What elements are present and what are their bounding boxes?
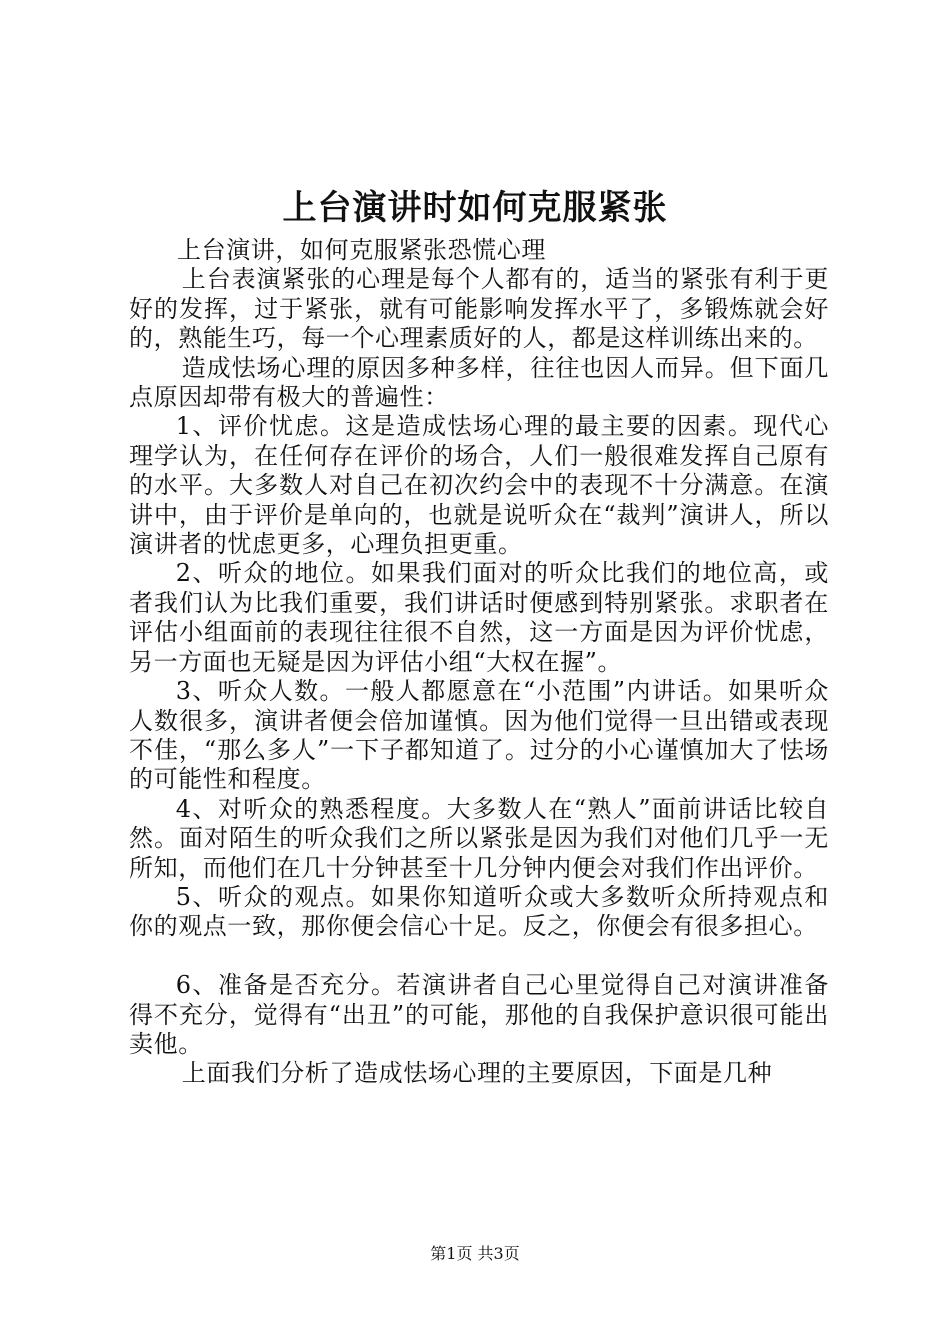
paragraph-cause-2: 2、听众的地位。如果我们面对的听众比我们的地位高，或者我们认为比我们重要，我们讲话时便感到特别紧张。求职者在评估小组面前的表现往往很不自然，这一方面是因为评价忧虑，另一方面也无疑是因为评估小组“大权在握”。 <box>129 559 829 676</box>
paragraph-subtitle: 上台演讲，如何克服紧张恐慌心理 <box>177 236 546 264</box>
paragraph-cause-1: 1、评价忧虑。这是造成怯场心理的最主要的因素。现代心理学认为，在任何存在评价的场合，人们一般很难发挥自己原有的水平。大多数人对自己在初次约会中的表现不十分满意。在演讲中，由于评价是单向的，也就是说听众在“裁判”演讲人，所以演讲者的忧虑更多，心理负担更重。 <box>129 412 829 559</box>
paragraph-causes-intro: 造成怯场心理的原因多种多样，往往也因人而异。但下面几点原因却带有极大的普遍性： <box>129 353 829 412</box>
document-body <box>129 236 829 1089</box>
paragraph-intro: 上台表演紧张的心理是每个人都有的，适当的紧张有利于更好的发挥，过于紧张，就有可能影响发挥水平了，多锻炼就会好的，熟能生巧，每一个心理素质好的人，都是这样训练出来的。 <box>129 265 829 353</box>
paragraph-cause-4: 4、对听众的熟悉程度。大多数人在“熟人”面前讲话比较自然。面对陌生的听众我们之所以紧张是因为我们对他们几乎一无所知，而他们在几十分钟甚至十几分钟内便会对我们作出评价。 <box>129 794 829 882</box>
page-number-footer: 第1页 共3页 <box>430 1244 520 1263</box>
document-title: 上台演讲时如何克服紧张 <box>282 188 668 228</box>
paragraph-cause-6: 6、准备是否充分。若演讲者自己心里觉得自己对演讲准备得不充分，觉得有“出丑”的可能，那他的自我保护意识很可能出卖他。 <box>129 971 829 1058</box>
paragraph-cause-5: 5、听众的观点。如果你知道听众或大多数听众所持观点和你的观点一致，那你便会信心十足。反之，你便会有很多担心。 <box>129 882 829 941</box>
paragraph-transition: 上面我们分析了造成怯场心理的主要原因，下面是几种 <box>181 1059 773 1088</box>
paragraph-cause-3: 3、听众人数。一般人都愿意在“小范围”内讲话。如果听众人数很多，演讲者便会倍加谨慎。因为他们觉得一旦出错或表现不佳，“那么多人”一下子都知道了。过分的小心谨慎加大了怯场的可能性和程度。 <box>129 677 829 794</box>
